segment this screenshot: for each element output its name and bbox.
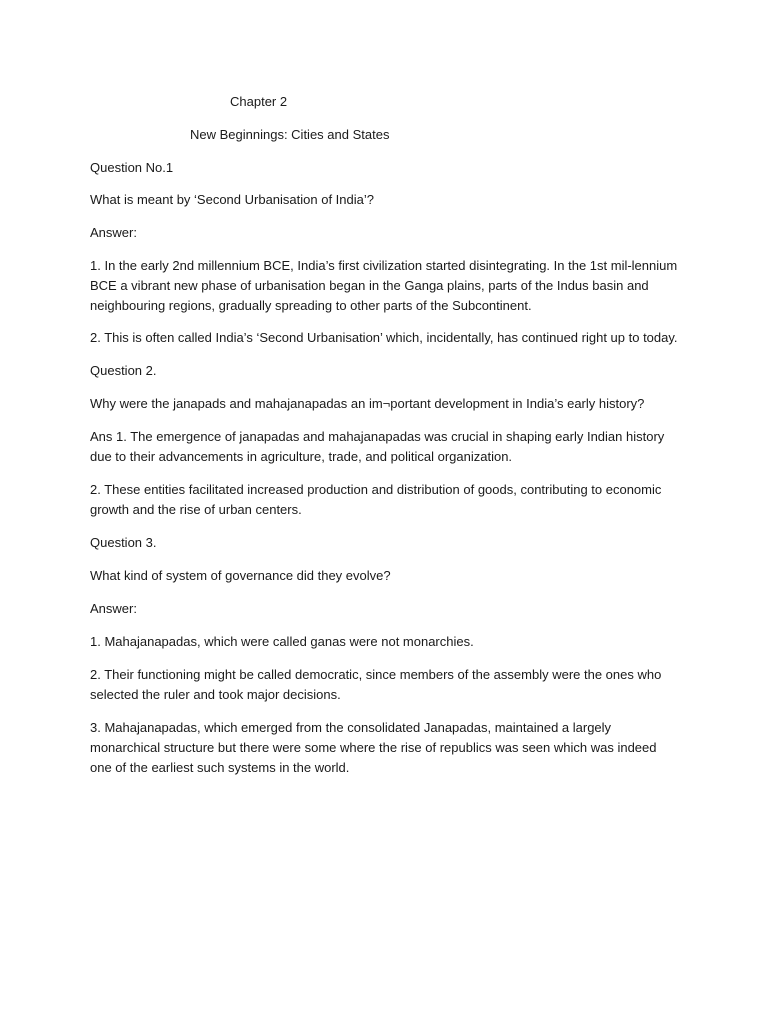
answer-label: Answer:	[90, 225, 137, 240]
question-text: What is meant by ‘Second Urbanisation of India’?	[90, 192, 374, 207]
answer-paragraph: 1. In the early 2nd millennium BCE, India’s first civilization started disintegrating. In the 1st mil-lennium BCE a vibrant new phase of urbanisation began in the Ganga plains, parts of the Indus basin and neighbouring regions, gradually spreading to other parts of the Subcontinent.	[90, 258, 678, 313]
chapter-heading: Chapter 2	[230, 94, 288, 109]
answer-paragraph: 2. This is often called India’s ‘Second Urbanisation’ which, incidentally, has continued right up to today.	[90, 330, 678, 345]
answer-paragraph: 2. These entities facilitated increased production and distribution of goods, contributing to economic growth and the rise of urban centers.	[90, 482, 662, 517]
answer-label: Answer:	[90, 601, 137, 616]
answer-paragraph: Ans 1. The emergence of janapadas and mahajanapadas was crucial in shaping early Indian history due to their advancements in agriculture, trade, and political organization.	[90, 429, 665, 464]
question-text: What kind of system of governance did they evolve?	[90, 568, 391, 583]
chapter-title: New Beginnings: Cities and States	[190, 127, 390, 142]
answer-paragraph: 1. Mahajanapadas, which were called ganas were not monarchies.	[90, 634, 474, 649]
question-label: Question No.1	[90, 160, 174, 175]
question-label: Question 3.	[90, 535, 157, 550]
question-label: Question 2.	[90, 363, 157, 378]
answer-paragraph: 2. Their functioning might be called democratic, since members of the assembly were the ones who selected the ruler and took major decisions.	[90, 667, 662, 702]
question-text: Why were the janapads and mahajanapadas an im¬portant development in India’s early history?	[90, 396, 645, 411]
answer-paragraph: 3. Mahajanapadas, which emerged from the consolidated Janapadas, maintained a largely monarchical structure but there were some where the rise of republics was seen which was indeed one of the earliest such systems in the world.	[90, 720, 657, 775]
